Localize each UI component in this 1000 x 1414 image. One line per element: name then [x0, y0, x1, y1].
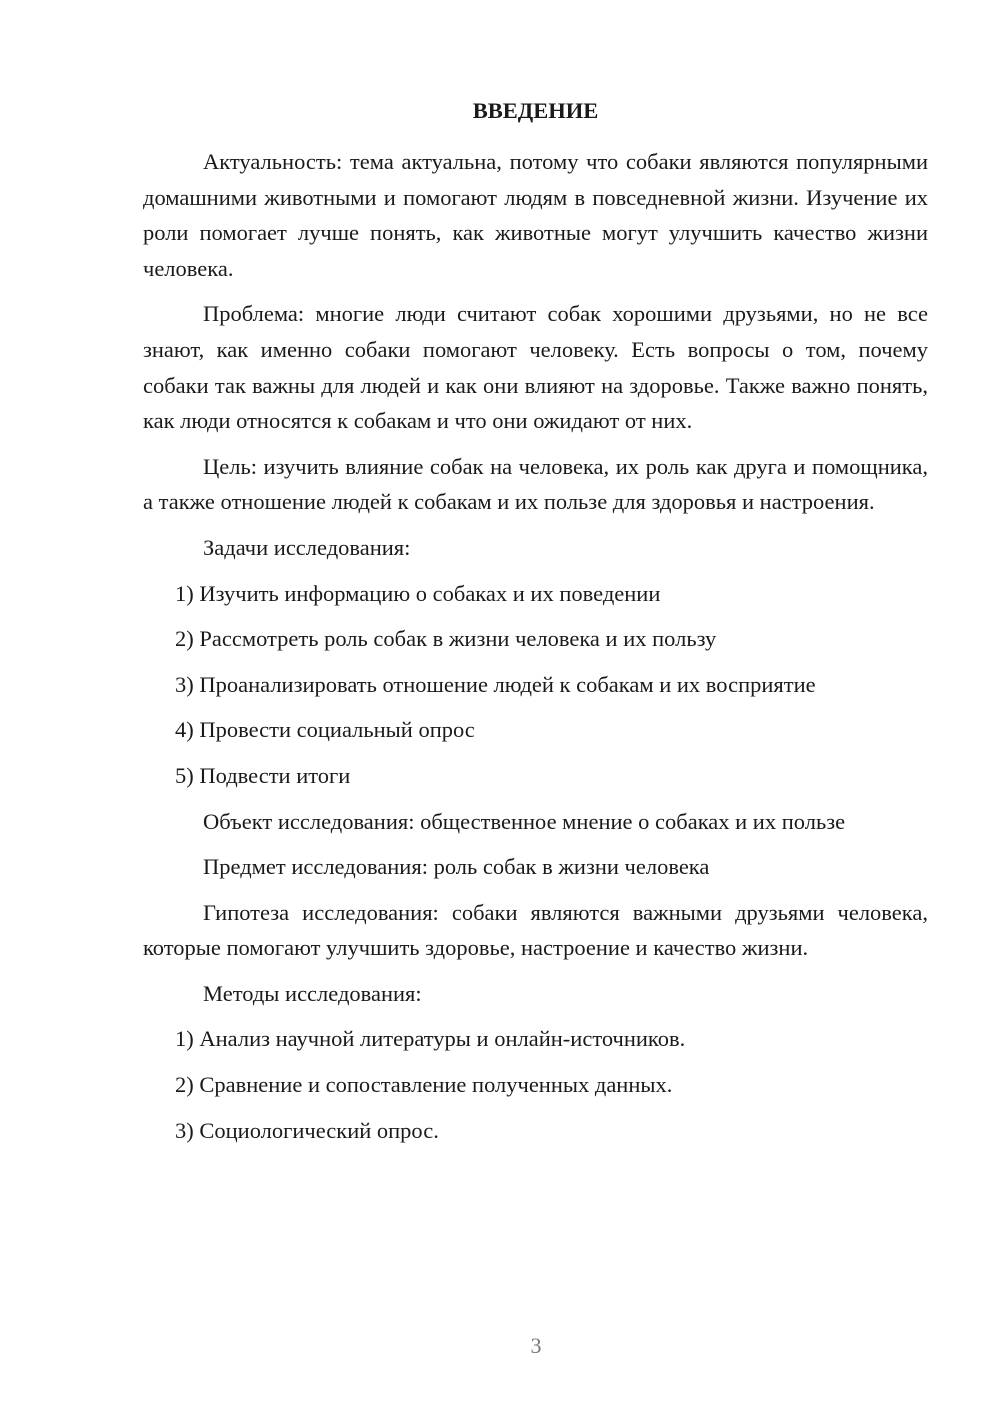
task-item: 2) Рассмотреть роль собак в жизни человека и их пользу: [175, 626, 717, 652]
tasks-heading: Задачи исследования:: [203, 534, 411, 560]
hypothesis-paragraph: Гипотеза исследования: собаки являются важными друзьями человека, которые помогают улучшить здоровье, настроение и качество жизни.: [143, 899, 928, 961]
methods-heading: Методы исследования:: [203, 980, 422, 1006]
method-item: 1) Анализ научной литературы и онлайн-источников.: [175, 1026, 686, 1052]
relevance-paragraph: Актуальность: тема актуальна, потому что собаки являются популярными домашними животными и помогают людям в повседневной жизни. Изучение их роли помогает лучше понять, как животные могут улучшить качество жизни человека.: [143, 149, 928, 281]
research-subject: Предмет исследования: роль собак в жизни человека: [203, 854, 710, 880]
goal-paragraph: Цель: изучить влияние собак на человека, их роль как друга и помощника, а также отношение людей к собакам и их пользе для здоровья и настроения.: [143, 453, 928, 515]
task-item: 4) Провести социальный опрос: [175, 717, 475, 743]
task-item: 1) Изучить информацию о собаках и их поведении: [175, 580, 661, 606]
task-item: 3) Проанализировать отношение людей к собакам и их восприятие: [175, 671, 816, 697]
method-item: 3) Социологический опрос.: [175, 1117, 439, 1143]
method-item: 2) Сравнение и сопоставление полученных данных.: [175, 1072, 673, 1098]
page-content: [143, 94, 928, 1158]
task-item: 5) Подвести итоги: [175, 762, 351, 788]
research-object: Объект исследования: общественное мнение о собаках и их пользе: [203, 808, 846, 834]
page-number: 3: [530, 1333, 542, 1358]
section-title: ВВЕДЕНИЕ: [472, 98, 599, 123]
problem-paragraph: Проблема: многие люди считают собак хорошими друзьями, но не все знают, как именно собаки помогают человеку. Есть вопросы о том, почему собаки так важны для людей и как они влияют на здоровье. Также важно понять, как люди относятся к собакам и что они ожидают от них.: [143, 301, 928, 434]
